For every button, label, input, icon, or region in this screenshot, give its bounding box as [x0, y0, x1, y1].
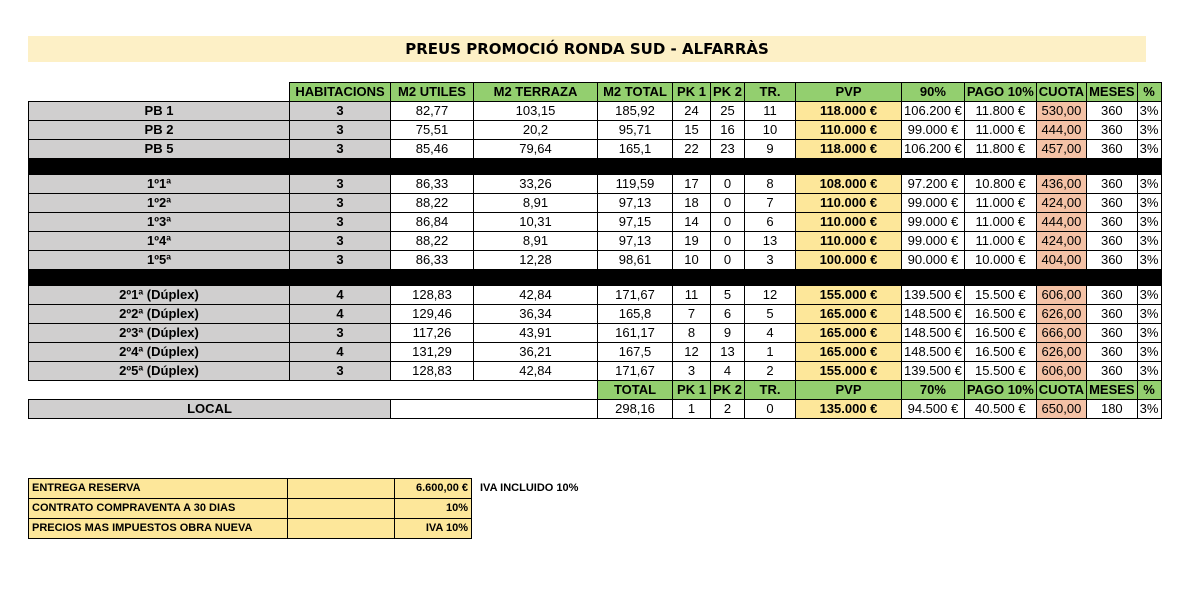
- cell-tr: 13: [745, 232, 796, 251]
- cell-utiles: 131,29: [391, 343, 474, 362]
- cell-meses: 360: [1087, 175, 1138, 194]
- cell-pvp: 100.000 €: [796, 251, 902, 270]
- column-header: PK 1: [673, 83, 711, 102]
- cell-utiles: 128,83: [391, 286, 474, 305]
- unit-name: 2º3ª (Dúplex): [29, 324, 290, 343]
- cell-pk2: 16: [711, 121, 745, 140]
- column-header: PVP: [796, 83, 902, 102]
- table-row: [29, 232, 1162, 251]
- cell-total: 97,15: [598, 213, 673, 232]
- unit-name: 1º5ª: [29, 251, 290, 270]
- cell-pvp: 110.000 €: [796, 121, 902, 140]
- cell-pk2: 25: [711, 102, 745, 121]
- cell-utiles: 75,51: [391, 121, 474, 140]
- floor-separator: [29, 270, 1162, 286]
- cell-pk2: 0: [711, 251, 745, 270]
- cell-total: 171,67: [598, 362, 673, 381]
- cell-meses: 360: [1087, 102, 1138, 121]
- reserva-label: ENTREGA RESERVA: [29, 479, 288, 499]
- cell-pk2: 9: [711, 324, 745, 343]
- cell-pk1: 12: [673, 343, 711, 362]
- cell-pvp: 165.000 €: [796, 305, 902, 324]
- cell-cuota: 650,00: [1036, 400, 1086, 419]
- cell-pk2: 2: [711, 400, 745, 419]
- table-row: [29, 194, 1162, 213]
- cell-pk2: 0: [711, 213, 745, 232]
- cell-p90: 139.500 €: [902, 362, 965, 381]
- cell-cuota: 457,00: [1036, 140, 1086, 159]
- unit-name: PB 1: [29, 102, 290, 121]
- cell-pvp: 165.000 €: [796, 324, 902, 343]
- local-header-row: [29, 381, 1162, 400]
- cell-total: 98,61: [598, 251, 673, 270]
- cell-meses: 360: [1087, 286, 1138, 305]
- local-header-empty: [29, 381, 598, 400]
- column-header: MESES: [1087, 83, 1138, 102]
- precios-empty: [472, 519, 632, 539]
- cell-p90: 99.000 €: [902, 121, 965, 140]
- column-header: M2 TERRAZA: [474, 83, 598, 102]
- cell-utiles: 86,33: [391, 251, 474, 270]
- table-row: [29, 324, 1162, 343]
- cell-pvp: 118.000 €: [796, 140, 902, 159]
- cell-pk1: 19: [673, 232, 711, 251]
- cell-terraza: 12,28: [474, 251, 598, 270]
- cell-pk2: 5: [711, 286, 745, 305]
- cell-pk1: 3: [673, 362, 711, 381]
- cell-meses: 360: [1087, 362, 1138, 381]
- cell-pct: 3%: [1137, 324, 1161, 343]
- cell-meses: 360: [1087, 194, 1138, 213]
- unit-name: 1º3ª: [29, 213, 290, 232]
- cell-meses: 360: [1087, 140, 1138, 159]
- cell-cuota: 424,00: [1036, 232, 1086, 251]
- cell-hab: 3: [290, 213, 391, 232]
- cell-tr: 8: [745, 175, 796, 194]
- cell-pvp: 155.000 €: [796, 362, 902, 381]
- cell-cuota: 444,00: [1036, 213, 1086, 232]
- unit-name: 2º2ª (Dúplex): [29, 305, 290, 324]
- cell-utiles: 85,46: [391, 140, 474, 159]
- separator-cell: [29, 159, 1162, 175]
- cell-hab: 3: [290, 362, 391, 381]
- cell-pvp: 110.000 €: [796, 213, 902, 232]
- cell-pvp: 108.000 €: [796, 175, 902, 194]
- column-header: HABITACIONS: [290, 83, 391, 102]
- cell-p90: 148.500 €: [902, 305, 965, 324]
- table-row: [29, 251, 1162, 270]
- column-header: CUOTA: [1036, 83, 1086, 102]
- column-header: TR.: [745, 381, 796, 400]
- column-header: 70%: [902, 381, 965, 400]
- cell-meses: 180: [1087, 400, 1138, 419]
- cell-pk1: 10: [673, 251, 711, 270]
- cell-pk2: 0: [711, 194, 745, 213]
- cell-pct: 3%: [1137, 305, 1161, 324]
- cell-cuota: 444,00: [1036, 121, 1086, 140]
- cell-hab: 3: [290, 140, 391, 159]
- cell-hab: 4: [290, 343, 391, 362]
- precios-row: [29, 519, 632, 539]
- cell-tr: 9: [745, 140, 796, 159]
- reserva-value: 6.600,00 €: [395, 479, 472, 499]
- cell-p90: 99.000 €: [902, 232, 965, 251]
- column-header: %: [1137, 381, 1161, 400]
- local-empty: [391, 400, 598, 419]
- cell-p90: 106.200 €: [902, 140, 965, 159]
- cell-pago: 10.000 €: [964, 251, 1036, 270]
- cell-pago: 11.000 €: [964, 232, 1036, 251]
- cell-pvp: 118.000 €: [796, 102, 902, 121]
- cell-pk1: 18: [673, 194, 711, 213]
- header-empty: [29, 83, 290, 102]
- cell-hab: 4: [290, 305, 391, 324]
- cell-terraza: 10,31: [474, 213, 598, 232]
- unit-name: 2º1ª (Dúplex): [29, 286, 290, 305]
- cell-cuota: 404,00: [1036, 251, 1086, 270]
- cell-cuota: 436,00: [1036, 175, 1086, 194]
- table-row: [29, 213, 1162, 232]
- precios-value: IVA 10%: [395, 519, 472, 539]
- cell-total: 97,13: [598, 194, 673, 213]
- cell-p90: 99.000 €: [902, 194, 965, 213]
- contrato-value: 10%: [395, 499, 472, 519]
- cell-p90: 148.500 €: [902, 324, 965, 343]
- page-title: PREUS PROMOCIÓ RONDA SUD - ALFARRÀS: [28, 36, 1146, 62]
- cell-tr: 4: [745, 324, 796, 343]
- cell-pk2: 6: [711, 305, 745, 324]
- cell-meses: 360: [1087, 251, 1138, 270]
- column-header: MESES: [1087, 381, 1138, 400]
- cell-pago: 11.800 €: [964, 140, 1036, 159]
- cell-total: 97,13: [598, 232, 673, 251]
- floor-separator: [29, 159, 1162, 175]
- cell-total: 95,71: [598, 121, 673, 140]
- table-row: [29, 362, 1162, 381]
- cell-pvp: 110.000 €: [796, 232, 902, 251]
- cell-hab: 3: [290, 232, 391, 251]
- cell-terraza: 103,15: [474, 102, 598, 121]
- cell-terraza: 8,91: [474, 194, 598, 213]
- cell-total: 185,92: [598, 102, 673, 121]
- cell-hab: 3: [290, 102, 391, 121]
- cell-tr: 5: [745, 305, 796, 324]
- cell-utiles: 86,84: [391, 213, 474, 232]
- cell-hab: 3: [290, 194, 391, 213]
- cell-pct: 3%: [1137, 140, 1161, 159]
- cell-cuota: 606,00: [1036, 362, 1086, 381]
- cell-pago: 15.500 €: [964, 362, 1036, 381]
- cell-meses: 360: [1087, 305, 1138, 324]
- column-header: TR.: [745, 83, 796, 102]
- cell-pago: 11.000 €: [964, 121, 1036, 140]
- unit-name: 1º1ª: [29, 175, 290, 194]
- cell-utiles: 129,46: [391, 305, 474, 324]
- contrato-label: CONTRATO COMPRAVENTA A 30 DIAS: [29, 499, 288, 519]
- unit-name: 1º2ª: [29, 194, 290, 213]
- reserva-row: [29, 479, 632, 499]
- cell-utiles: 117,26: [391, 324, 474, 343]
- cell-cuota: 424,00: [1036, 194, 1086, 213]
- cell-pk1: 24: [673, 102, 711, 121]
- cell-pk2: 0: [711, 232, 745, 251]
- cell-pago: 15.500 €: [964, 286, 1036, 305]
- cell-pct: 3%: [1137, 343, 1161, 362]
- table-row: [29, 121, 1162, 140]
- cell-meses: 360: [1087, 324, 1138, 343]
- cell-tr: 3: [745, 251, 796, 270]
- cell-total: 165,1: [598, 140, 673, 159]
- column-header: PK 2: [711, 83, 745, 102]
- price-table: [28, 82, 1162, 419]
- cell-pvp: 165.000 €: [796, 343, 902, 362]
- cell-pct: 3%: [1137, 213, 1161, 232]
- cell-cuota: 530,00: [1036, 102, 1086, 121]
- precios-spacer: [288, 519, 395, 539]
- cell-pct: 3%: [1137, 121, 1161, 140]
- cell-pk1: 22: [673, 140, 711, 159]
- cell-pk2: 0: [711, 175, 745, 194]
- cell-pago: 16.500 €: [964, 305, 1036, 324]
- cell-pct: 3%: [1137, 175, 1161, 194]
- column-header: PK 1: [673, 381, 711, 400]
- cell-pago: 16.500 €: [964, 343, 1036, 362]
- cell-terraza: 42,84: [474, 286, 598, 305]
- unit-name: 1º4ª: [29, 232, 290, 251]
- cell-hab: 3: [290, 251, 391, 270]
- column-header: PK 2: [711, 381, 745, 400]
- unit-name: PB 2: [29, 121, 290, 140]
- header-row: [29, 83, 1162, 102]
- contrato-row: [29, 499, 632, 519]
- cell-pct: 3%: [1137, 362, 1161, 381]
- cell-pk1: 14: [673, 213, 711, 232]
- cell-pk1: 8: [673, 324, 711, 343]
- cell-pvp: 110.000 €: [796, 194, 902, 213]
- unit-name: 2º5ª (Dúplex): [29, 362, 290, 381]
- cell-pago: 10.800 €: [964, 175, 1036, 194]
- column-header: 90%: [902, 83, 965, 102]
- cell-total: 171,67: [598, 286, 673, 305]
- unit-name: PB 5: [29, 140, 290, 159]
- cell-pago: 16.500 €: [964, 324, 1036, 343]
- cell-cuota: 626,00: [1036, 343, 1086, 362]
- contrato-empty: [472, 499, 632, 519]
- cell-utiles: 86,33: [391, 175, 474, 194]
- cell-total: 119,59: [598, 175, 673, 194]
- cell-tr: 2: [745, 362, 796, 381]
- column-header: TOTAL: [598, 381, 673, 400]
- table-row: [29, 343, 1162, 362]
- cell-pk1: 1: [673, 400, 711, 419]
- cell-pk2: 23: [711, 140, 745, 159]
- cell-pago: 40.500 €: [964, 400, 1036, 419]
- cell-pct: 3%: [1137, 400, 1161, 419]
- cell-p90: 139.500 €: [902, 286, 965, 305]
- precios-label: PRECIOS MAS IMPUESTOS OBRA NUEVA: [29, 519, 288, 539]
- table-row: [29, 286, 1162, 305]
- cell-utiles: 88,22: [391, 194, 474, 213]
- conditions-table: [28, 478, 632, 539]
- local-row: [29, 400, 1162, 419]
- cell-cuota: 606,00: [1036, 286, 1086, 305]
- cell-pk1: 17: [673, 175, 711, 194]
- table-row: [29, 140, 1162, 159]
- cell-pct: 3%: [1137, 232, 1161, 251]
- cell-pct: 3%: [1137, 286, 1161, 305]
- cell-pago: 11.000 €: [964, 213, 1036, 232]
- cell-p70: 94.500 €: [902, 400, 965, 419]
- cell-tr: 6: [745, 213, 796, 232]
- cell-terraza: 36,21: [474, 343, 598, 362]
- cell-total: 167,5: [598, 343, 673, 362]
- cell-terraza: 36,34: [474, 305, 598, 324]
- cell-pvp: 135.000 €: [796, 400, 902, 419]
- column-header: M2 TOTAL: [598, 83, 673, 102]
- cell-terraza: 43,91: [474, 324, 598, 343]
- column-header: PAGO 10%: [964, 381, 1036, 400]
- cell-pago: 11.800 €: [964, 102, 1036, 121]
- column-header: PVP: [796, 381, 902, 400]
- cell-tr: 10: [745, 121, 796, 140]
- cell-tr: 1: [745, 343, 796, 362]
- cell-terraza: 79,64: [474, 140, 598, 159]
- cell-utiles: 128,83: [391, 362, 474, 381]
- cell-pk2: 13: [711, 343, 745, 362]
- cell-p90: 97.200 €: [902, 175, 965, 194]
- cell-p90: 99.000 €: [902, 213, 965, 232]
- cell-cuota: 666,00: [1036, 324, 1086, 343]
- cell-tr: 12: [745, 286, 796, 305]
- column-header: %: [1137, 83, 1161, 102]
- separator-cell: [29, 270, 1162, 286]
- cell-terraza: 8,91: [474, 232, 598, 251]
- cell-pct: 3%: [1137, 102, 1161, 121]
- table-row: [29, 305, 1162, 324]
- cell-meses: 360: [1087, 343, 1138, 362]
- cell-tr: 0: [745, 400, 796, 419]
- cell-cuota: 626,00: [1036, 305, 1086, 324]
- table-row: [29, 175, 1162, 194]
- cell-hab: 3: [290, 121, 391, 140]
- cell-pct: 3%: [1137, 251, 1161, 270]
- cell-total: 165,8: [598, 305, 673, 324]
- cell-tr: 11: [745, 102, 796, 121]
- cell-p90: 90.000 €: [902, 251, 965, 270]
- cell-pk1: 15: [673, 121, 711, 140]
- cell-meses: 360: [1087, 213, 1138, 232]
- reserva-spacer: [288, 479, 395, 499]
- iva-note: IVA INCLUIDO 10%: [480, 482, 579, 494]
- cell-pct: 3%: [1137, 194, 1161, 213]
- unit-name: LOCAL: [29, 400, 391, 419]
- cell-terraza: 42,84: [474, 362, 598, 381]
- cell-terraza: 33,26: [474, 175, 598, 194]
- cell-meses: 360: [1087, 232, 1138, 251]
- cell-pk1: 7: [673, 305, 711, 324]
- cell-hab: 4: [290, 286, 391, 305]
- cell-total: 298,16: [598, 400, 673, 419]
- column-header: PAGO 10%: [964, 83, 1036, 102]
- cell-p90: 106.200 €: [902, 102, 965, 121]
- cell-utiles: 82,77: [391, 102, 474, 121]
- cell-pk2: 4: [711, 362, 745, 381]
- cell-hab: 3: [290, 324, 391, 343]
- cell-terraza: 20,2: [474, 121, 598, 140]
- cell-utiles: 88,22: [391, 232, 474, 251]
- cell-tr: 7: [745, 194, 796, 213]
- cell-p90: 148.500 €: [902, 343, 965, 362]
- cell-meses: 360: [1087, 121, 1138, 140]
- table-row: [29, 102, 1162, 121]
- column-header: M2 UTILES: [391, 83, 474, 102]
- cell-total: 161,17: [598, 324, 673, 343]
- cell-hab: 3: [290, 175, 391, 194]
- unit-name: 2º4ª (Dúplex): [29, 343, 290, 362]
- cell-pago: 11.000 €: [964, 194, 1036, 213]
- cell-pvp: 155.000 €: [796, 286, 902, 305]
- column-header: CUOTA: [1036, 381, 1086, 400]
- cell-pk1: 11: [673, 286, 711, 305]
- contrato-spacer: [288, 499, 395, 519]
